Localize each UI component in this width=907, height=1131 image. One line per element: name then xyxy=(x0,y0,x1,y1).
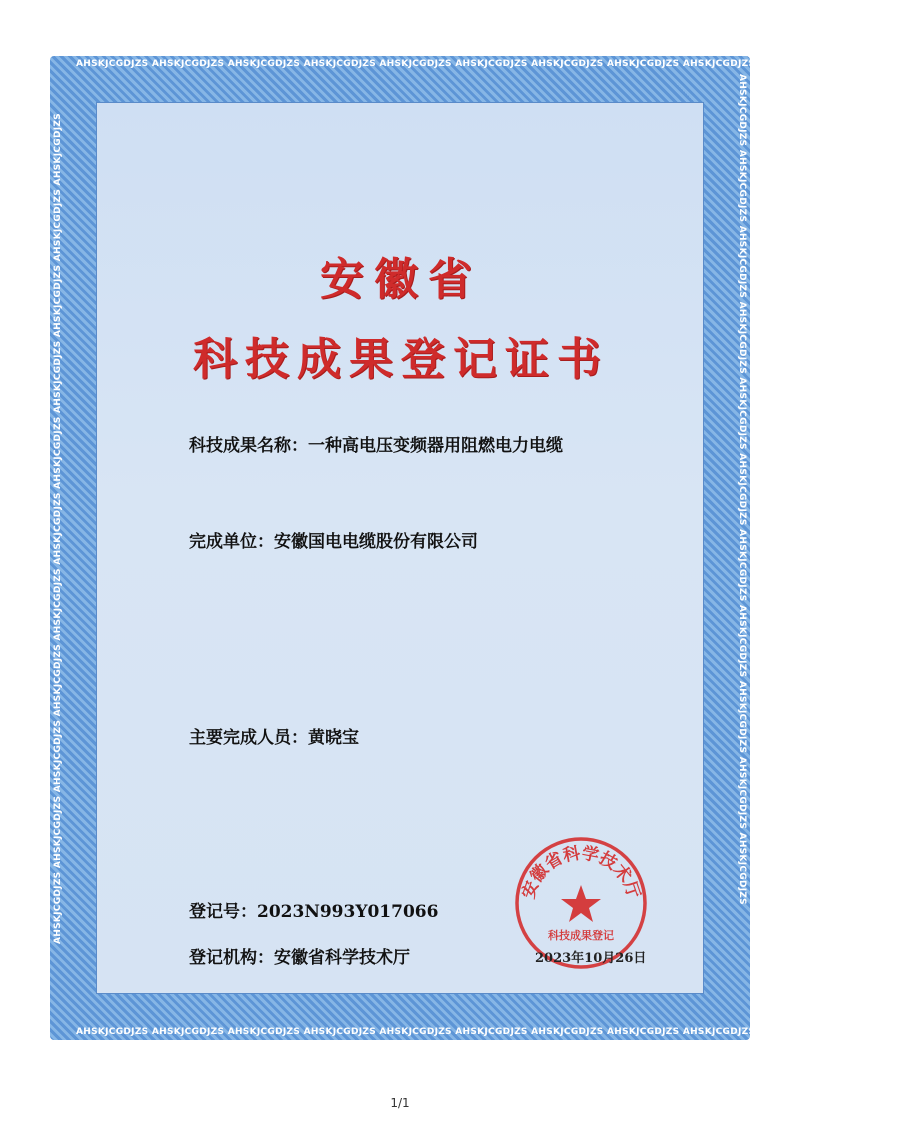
security-pattern-top: AHSKJCGDJZS AHSKJCGDJZS AHSKJCGDJZS AHSKJCGDJZS AHSKJCGDJZS AHSKJCGDJZS AHSKJCGDJZS AHSKJCGDJZS AHSKJCGDJZS AHSKJCGDJZS AHSKJCGDJZS xyxy=(76,59,907,69)
field-people xyxy=(189,723,359,748)
seal-outer-textpath: 安徽省科学技术厅 xyxy=(518,843,644,902)
page-number: 1/1 xyxy=(390,1096,410,1110)
security-pattern-bottom: AHSKJCGDJZS AHSKJCGDJZS AHSKJCGDJZS AHSKJCGDJZS AHSKJCGDJZS AHSKJCGDJZS AHSKJCGDJZS AHSKJCGDJZS AHSKJCGDJZS AHSKJCGDJZS AHSKJCGDJZS xyxy=(76,1027,907,1037)
achievement-name-label: 科技成果名称： xyxy=(189,436,308,456)
reg-no-label: 登记号： xyxy=(189,902,257,922)
seal-date: 2023年10月26日 xyxy=(535,951,647,966)
people-label: 主要完成人员： xyxy=(189,728,308,748)
certificate-panel xyxy=(96,102,704,994)
certificate-border xyxy=(50,56,907,1040)
field-registration-number xyxy=(189,897,438,922)
field-organization xyxy=(189,943,410,968)
title-province: 安徽省 xyxy=(320,254,482,305)
title-certificate: 科技成果登记证书 xyxy=(193,334,609,385)
field-achievement-name xyxy=(189,431,563,456)
security-pattern-right: AHSKJCGDJZS AHSKJCGDJZS AHSKJCGDJZS AHSKJCGDJZS AHSKJCGDJZS AHSKJCGDJZS AHSKJCGDJZS AHSKJCGDJZS AHSKJCGDJZS AHSKJCGDJZS AHSKJCGDJZS xyxy=(737,74,747,905)
people-value: 黄晓宝 xyxy=(308,728,359,748)
seal-star-icon xyxy=(561,885,601,922)
org-label: 登记机构： xyxy=(189,948,274,968)
security-pattern-left: AHSKJCGDJZS AHSKJCGDJZS AHSKJCGDJZS AHSKJCGDJZS AHSKJCGDJZS AHSKJCGDJZS AHSKJCGDJZS AHSKJCGDJZS AHSKJCGDJZS AHSKJCGDJZS AHSKJCGDJZS xyxy=(53,113,63,944)
org-value: 安徽省科学技术厅 xyxy=(274,948,410,968)
achievement-name-value: 一种高电压变频器用阻燃电力电缆 xyxy=(308,436,563,456)
unit-label: 完成单位： xyxy=(189,532,274,552)
unit-value: 安徽国电电缆股份有限公司 xyxy=(274,532,478,552)
reg-no-value: 2023N993Y017066 xyxy=(257,902,439,922)
field-unit xyxy=(189,527,478,552)
seal-inner-text: 科技成果登记 xyxy=(548,929,614,942)
